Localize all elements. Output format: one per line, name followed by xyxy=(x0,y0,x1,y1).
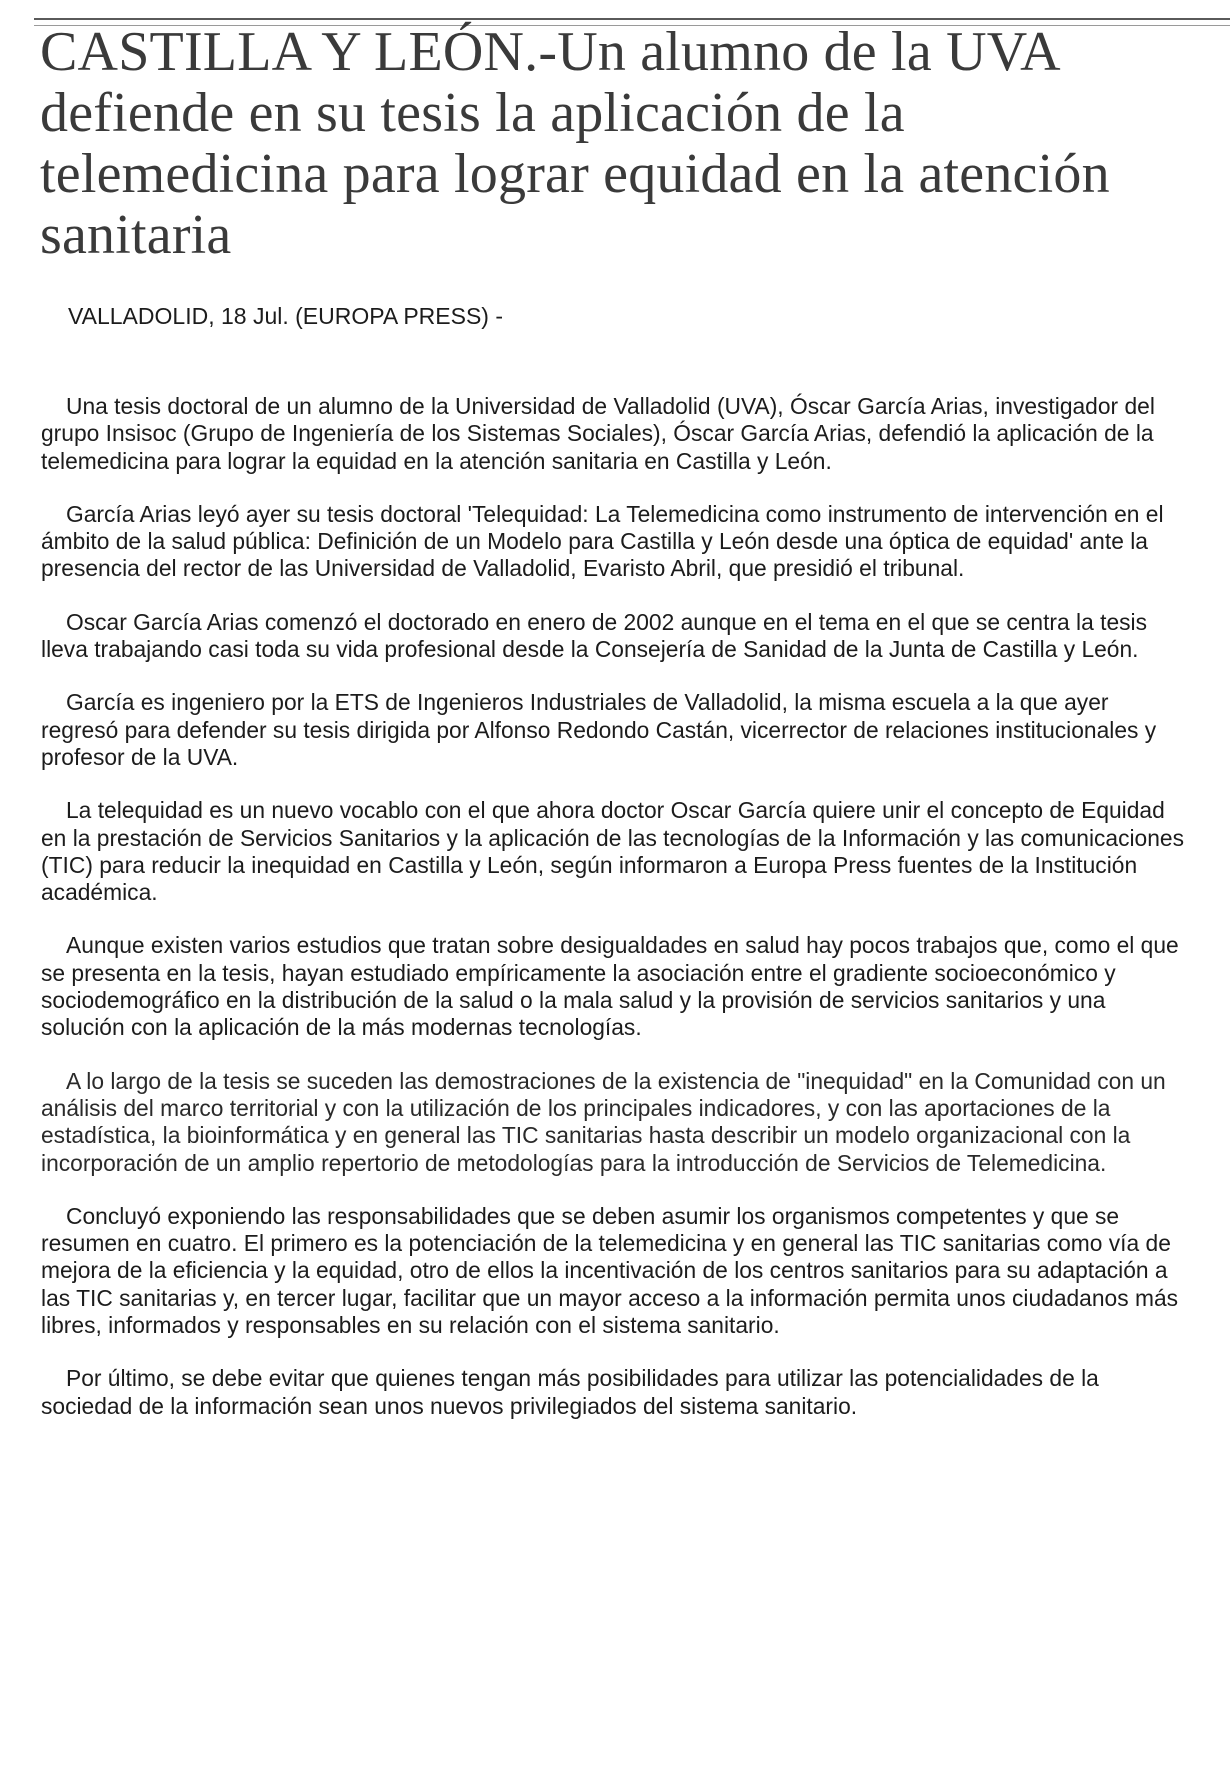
paragraph-5: La telequidad es un nuevo vocablo con el que ahora doctor Oscar García quiere unir el concepto de Equidad en la prestación de Servicios Sanitarios y la aplicación de las tecnologías de la Información y las comunicaciones (TIC) para reducir la inequidad en Castilla y León, según informaron a Europa Press fuentes de la Institución académica. xyxy=(41,797,1184,906)
paragraph-3: Oscar García Arias comenzó el doctorado en enero de 2002 aunque en el tema en el que se centra la tesis lleva trabajando casi toda su vida profesional desde la Consejería de Sanidad de la Junta de Castilla y León. xyxy=(41,608,1147,663)
paragraph-6: Aunque existen varios estudios que tratan sobre desigualdades en salud hay pocos trabajos que, como el que se presenta en la tesis, hayan estudiado empíricamente la asociación entre el gradiente socioeconómico y sociodemográfico en la distribución de la salud o la mala salud y la provisión de servicios sanitarios y una solución con la aplicación de la más modernas tecnologías. xyxy=(41,932,1179,1041)
article-dateline: VALLADOLID, 18 Jul. (EUROPA PRESS) - xyxy=(68,303,504,329)
paragraph-1: Una tesis doctoral de un alumno de la Universidad de Valladolid (UVA), Óscar García Arias, investigador del grupo Insisoc (Grupo de Ingeniería de los Sistemas Sociales), Óscar García Arias, defendió la aplicación de la telemedicina para lograr la equidad en la atención sanitaria en Castilla y León. xyxy=(41,393,1155,474)
article-headline: CASTILLA Y LEÓN.-Un alumno de la UVA defiende en su tesis la aplicación de la telemedicina para lograr equidad en la atención sanitaria xyxy=(40,21,1110,266)
top-rule xyxy=(34,18,1230,20)
paragraph-4: García es ingeniero por la ETS de Ingenieros Industriales de Valladolid, la misma escuela a la que ayer regresó para defender su tesis dirigida por Alfonso Redondo Castán, vicerrector de relaciones institucionales y profesor de la UVA. xyxy=(41,689,1157,770)
paragraph-2: García Arias leyó ayer su tesis doctoral 'Telequidad: La Telemedicina como instrumento de intervención en el ámbito de la salud pública: Definición de un Modelo para Castilla y León desde una óptica de equidad' ante la presencia del rector de las Universidad de Valladolid, Evaristo Abril, que presidió el tribunal. xyxy=(41,500,1164,582)
article-body xyxy=(41,393,1191,1446)
paragraph-8: Concluyó exponiendo las responsabilidades que se deben asumir los organismos competentes y que se resumen en cuatro. El primero es la potenciación de la telemedicina y en general las TIC sanitarias como vía de mejora de la eficiencia y la equidad, otro de ellos la incentivación de los centros sanitarios para su adaptación a las TIC sanitarias y, en tercer lugar, facilitar que un mayor acceso a la información permita unos ciudadanos más libres, informados y responsables en su relación con el sistema sanitario. xyxy=(41,1202,1179,1339)
paragraph-9: Por último, se debe evitar que quienes tengan más posibilidades para utilizar las potencialidades de la sociedad de la información sean unos nuevos privilegiados del sistema sanitario. xyxy=(41,1365,1099,1419)
paragraph-7: A lo largo de la tesis se suceden las demostraciones de la existencia de "inequidad" en la Comunidad con un análisis del marco territorial y con la utilización de los principales indicadores, y con las aportaciones de la estadística, la bioinformática y en general las TIC sanitarias hasta describir un modelo organizacional con la incorporación de un amplio repertorio de metodologías para la introducción de Servicios de Telemedicina. xyxy=(41,1067,1166,1176)
